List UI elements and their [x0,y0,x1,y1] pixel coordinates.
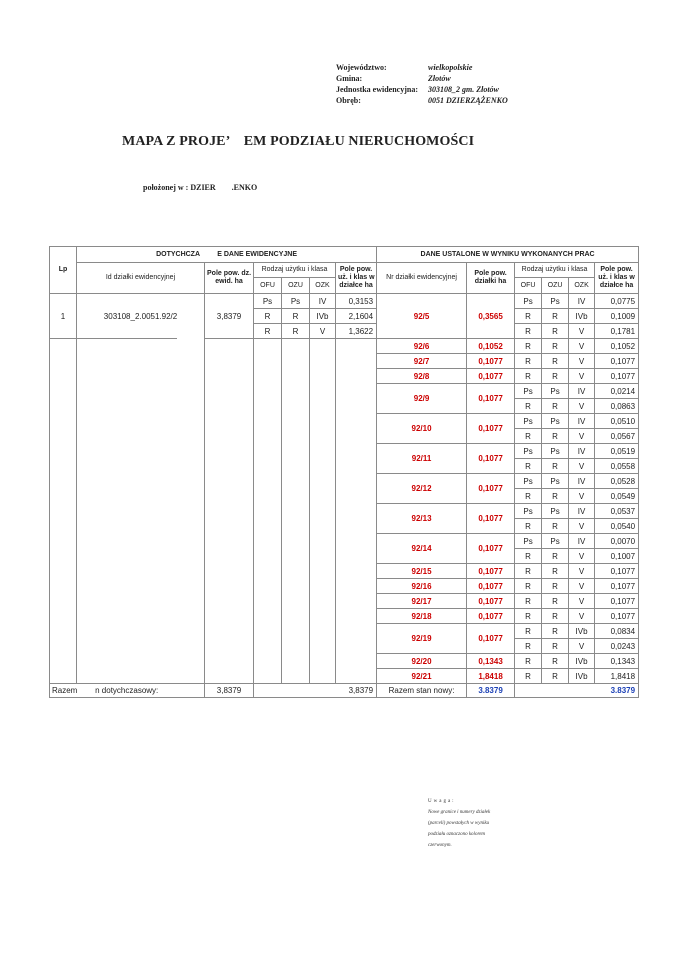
new-ozk: IV [569,534,595,549]
new-ozu: R [542,594,569,609]
new-use-area: 0,0834 [595,624,639,639]
parcel-table-body [50,294,639,698]
new-ofu: R [515,549,542,564]
new-ofu: Ps [515,534,542,549]
new-ofu: Ps [515,294,542,309]
new-ofu: R [515,324,542,339]
page-subtitle: położonej w : DZIER .ENKO [143,183,258,192]
new-ozu: R [542,339,569,354]
header-id: Id działki ewidencyjnej [77,263,205,294]
new-use-area: 0,1052 [595,339,639,354]
new-parcel-area: 0,1077 [467,369,515,384]
new-parcel-nr: 92/9 [377,384,467,414]
new-use-area: 0,0519 [595,444,639,459]
summary-new-area-uses: 3.8379 [515,684,639,698]
new-ozk: V [569,579,595,594]
summary-new-area: 3.8379 [467,684,515,698]
new-parcel-area: 0,1077 [467,384,515,414]
new-parcel-nr: 92/14 [377,534,467,564]
new-ozk: IVb [569,624,595,639]
new-parcel-area: 0,1077 [467,594,515,609]
field-value: 303108_2 gm. Złotów [428,85,499,94]
header-new-area-l1: Pole pow. [474,270,507,277]
new-parcel-nr: 92/19 [377,624,467,654]
parcel-table [49,246,639,698]
new-parcel-nr: 92/8 [377,369,467,384]
header-pole [336,263,377,294]
new-ozu: R [542,519,569,534]
existing-use-area-empty [336,339,377,684]
new-parcel-area: 0,1077 [467,564,515,579]
header-group-new: DANE USTALONE W WYNIKU WYKONANYCH PRAC [377,247,639,263]
new-ozk: IV [569,444,595,459]
new-ozu: R [542,399,569,414]
new-use-area: 0,1007 [595,549,639,564]
header-area-l2: ewid. ha [215,278,243,285]
new-ozk: IV [569,384,595,399]
new-use-area: 0,1077 [595,609,639,624]
existing-ofu: Ps [254,294,282,309]
new-ofu: R [515,429,542,444]
new-parcel-area: 0,1052 [467,339,515,354]
new-parcel-area: 0,1077 [467,444,515,474]
header-ozu: OZU [282,278,310,294]
new-ozk: IVb [569,669,595,684]
new-parcel-nr: 92/10 [377,414,467,444]
existing-use-area: 2,1604 [336,309,377,324]
note-line: czerwonym. [428,843,452,848]
existing-lp-empty [50,339,77,684]
new-ozu: Ps [542,444,569,459]
new-ozu: Ps [542,474,569,489]
new-ozu: R [542,309,569,324]
page-title: MAPA Z PROJE’ EM PODZIAŁU NIERUCHOMOŚCI [122,134,475,149]
new-ofu: Ps [515,504,542,519]
existing-ofu: R [254,324,282,339]
field-wojewodztwo [336,62,508,73]
new-ozu: R [542,609,569,624]
new-parcel-area: 0,1077 [467,354,515,369]
field-value: wielkopolskie [428,63,473,72]
new-use-area: 0,0540 [595,519,639,534]
new-ozk: V [569,339,595,354]
new-ozu: Ps [542,384,569,399]
new-ofu: R [515,354,542,369]
new-ozk: V [569,549,595,564]
new-ozk: V [569,489,595,504]
new-use-area: 0,1343 [595,654,639,669]
new-ozu: R [542,579,569,594]
new-use-area: 0,1781 [595,324,639,339]
new-ozk: IV [569,504,595,519]
note-line: podziału oznaczono kolorem [428,832,486,837]
new-ozu: Ps [542,504,569,519]
note [428,796,490,851]
new-use-area: 0,0070 [595,534,639,549]
summary-old-area: 3,8379 [205,684,254,698]
new-parcel-area: 0,1077 [467,474,515,504]
new-ofu: R [515,489,542,504]
new-ozk: V [569,429,595,444]
existing-ozk: IV [310,294,336,309]
new-ofu: R [515,639,542,654]
new-ozu: R [542,624,569,639]
new-ozk: V [569,609,595,624]
existing-ozk: IVb [310,309,336,324]
new-use-area: 0,1077 [595,594,639,609]
header-area [205,263,254,294]
new-ofu: R [515,309,542,324]
field-jednostka [336,84,508,95]
new-use-area: 0,0510 [595,414,639,429]
new-use-area: 0,0528 [595,474,639,489]
note-head: Uwaga: [428,799,456,804]
new-ozu: Ps [542,534,569,549]
new-ofu: R [515,609,542,624]
header-rodzaj-new: Rodzaj użytku i klasa [515,263,595,278]
new-parcel-nr: 92/15 [377,564,467,579]
header-pole-l2: uż. i klas w [338,274,375,281]
new-parcel-nr: 92/17 [377,594,467,609]
new-ozu: R [542,324,569,339]
field-label: Jednostka ewidencyjna: [336,85,419,94]
new-use-area: 0,0775 [595,294,639,309]
new-use-area: 0,0863 [595,399,639,414]
new-parcel-nr: 92/16 [377,579,467,594]
new-parcel-area: 0,1077 [467,609,515,624]
new-ozk: V [569,564,595,579]
new-ofu: R [515,594,542,609]
new-parcel-area: 0,1077 [467,624,515,654]
new-use-area: 0,1077 [595,564,639,579]
new-parcel-area: 1,8418 [467,669,515,684]
header-ozk-new: OZK [569,278,595,294]
new-use-area: 0,1077 [595,369,639,384]
existing-id: 303108_2.0051.92/2 [77,294,205,339]
new-ozu: R [542,654,569,669]
new-use-area: 0,0537 [595,504,639,519]
new-ofu: Ps [515,414,542,429]
existing-ozk: V [310,324,336,339]
new-parcel-area: 0,1077 [467,504,515,534]
new-parcel-nr: 92/13 [377,504,467,534]
existing-area-empty [205,339,254,684]
note-line: (parceli) powstałych w wyniku [428,821,490,826]
new-ozk: V [569,639,595,654]
new-parcel-area: 0,3565 [467,294,515,339]
new-ozu: Ps [542,294,569,309]
new-ofu: Ps [515,474,542,489]
existing-use-area: 1,3622 [336,324,377,339]
field-label: Gmina: [336,74,363,83]
new-ofu: R [515,399,542,414]
new-ozu: R [542,429,569,444]
new-ozk: IV [569,414,595,429]
summary-old-area-uses: 3,8379 [254,684,377,698]
new-parcel-nr: 92/11 [377,444,467,474]
new-use-area: 0,1077 [595,354,639,369]
new-use-area: 0,1077 [595,579,639,594]
existing-ozk-empty [310,339,336,684]
new-parcel-area: 0,1077 [467,579,515,594]
new-ozk: IV [569,294,595,309]
new-ozu: R [542,369,569,384]
new-parcel-nr: 92/6 [377,339,467,354]
header-new-area [467,263,515,294]
new-ozk: IVb [569,309,595,324]
summary-new-label: Razem stan nowy: [377,684,467,698]
field-label: Obręb: [336,96,361,105]
existing-ofu-empty [254,339,282,684]
header-rodzaj: Rodzaj użytku i klasa [254,263,336,278]
header-pole-new-l2: uż. i klas w [598,274,635,281]
new-ozk: V [569,459,595,474]
header-ozu-new: OZU [542,278,569,294]
new-parcel-nr: 92/20 [377,654,467,669]
summary-old-label: Razem n dotychczasowy: [50,684,205,698]
new-use-area: 0,0558 [595,459,639,474]
header-group-existing: DOTYCHCZA E DANE EWIDENCYJNE [77,247,377,263]
new-ozu: R [542,639,569,654]
redaction-mask [177,318,204,350]
new-use-area: 0,1009 [595,309,639,324]
new-parcel-nr: 92/5 [377,294,467,339]
new-parcel-nr: 92/21 [377,669,467,684]
header-pole-l1: Pole pow. [339,266,373,273]
header-lp: Lp [50,247,77,294]
new-use-area: 0,0214 [595,384,639,399]
existing-ozu: R [282,324,310,339]
field-obreb [336,95,508,106]
header-area-l1: Pole pow. dz. [207,270,252,277]
header-ozk: OZK [310,278,336,294]
header-pole-new-l3: działce ha [599,282,634,289]
new-ozk: V [569,354,595,369]
table-row [50,339,639,354]
new-use-area: 1,8418 [595,669,639,684]
new-ozk: V [569,594,595,609]
new-ofu: Ps [515,384,542,399]
header-pole-l3: działce ha [339,282,373,289]
new-use-area: 0,0567 [595,429,639,444]
header-ofu-new: OFU [515,278,542,294]
new-ozk: V [569,399,595,414]
header-new-area-l2: działki ha [474,278,507,285]
new-parcel-nr: 92/12 [377,474,467,504]
new-ofu: R [515,579,542,594]
new-ofu: R [515,369,542,384]
existing-area: 3,8379 [205,294,254,339]
new-parcel-area: 0,1077 [467,534,515,564]
location-header [336,62,508,106]
new-ozu: R [542,459,569,474]
new-ofu: R [515,624,542,639]
new-ozk: V [569,324,595,339]
parcel-table-wrapper [49,246,638,698]
new-ozu: R [542,549,569,564]
existing-ozu: Ps [282,294,310,309]
table-row [50,294,639,309]
new-ofu: R [515,339,542,354]
new-parcel-nr: 92/18 [377,609,467,624]
header-ofu: OFU [254,278,282,294]
new-ofu: R [515,459,542,474]
new-ofu: R [515,519,542,534]
header-pole-new-l1: Pole pow. [600,266,633,273]
field-value: Złotów [428,74,451,83]
new-ofu: R [515,669,542,684]
new-ozk: V [569,369,595,384]
new-ozu: Ps [542,414,569,429]
field-gmina [336,73,508,84]
existing-id-empty [77,339,205,684]
new-parcel-nr: 92/7 [377,354,467,369]
existing-ozu-empty [282,339,310,684]
header-nr: Nr działki ewidencyjnej [377,263,467,294]
new-ofu: R [515,564,542,579]
new-ozk: IV [569,474,595,489]
new-ozk: IVb [569,654,595,669]
existing-use-area: 0,3153 [336,294,377,309]
new-ofu: Ps [515,444,542,459]
existing-ozu: R [282,309,310,324]
note-line: Nowe granice i numery działek [428,810,491,815]
new-ozu: R [542,354,569,369]
summary-row [50,684,639,698]
new-ozu: R [542,489,569,504]
new-ofu: R [515,654,542,669]
existing-lp: 1 [50,294,77,339]
new-parcel-area: 0,1343 [467,654,515,669]
new-ozk: V [569,519,595,534]
field-value: 0051 DZIERZĄŻENKO [428,96,508,105]
new-ozu: R [542,669,569,684]
new-use-area: 0,0243 [595,639,639,654]
new-ozu: R [542,564,569,579]
header-pole-new [595,263,639,294]
existing-ofu: R [254,309,282,324]
new-use-area: 0,0549 [595,489,639,504]
field-label: Województwo: [336,63,387,72]
new-parcel-area: 0,1077 [467,414,515,444]
